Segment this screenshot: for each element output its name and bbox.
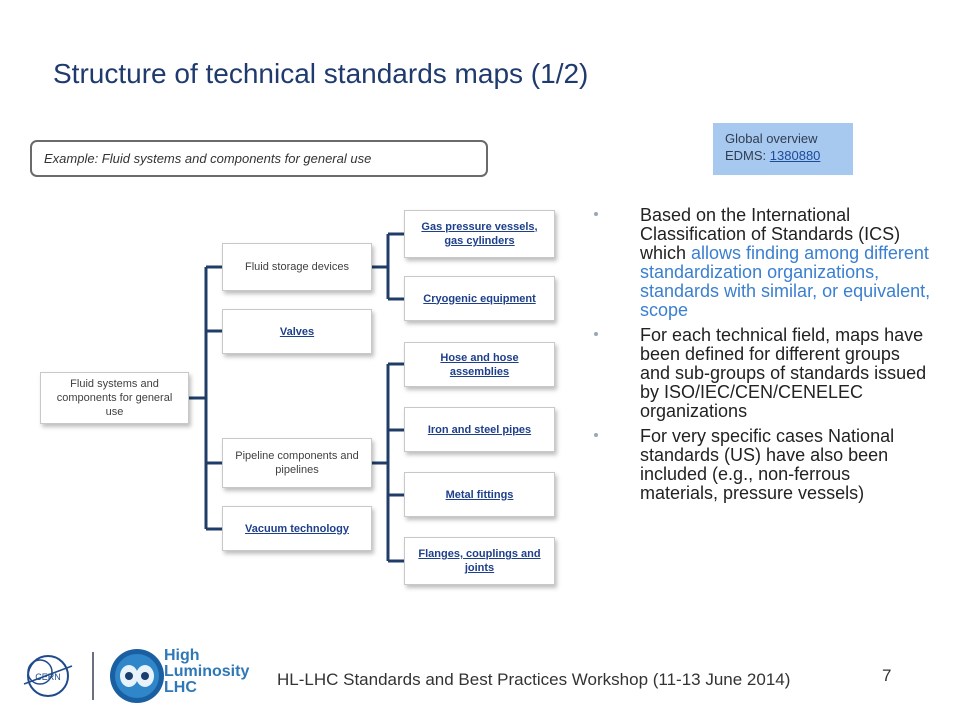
hl-lhc-wordmark: [164, 648, 249, 696]
bullet-list: [592, 206, 932, 509]
bullet-national: [592, 427, 932, 503]
hl-lhc-logo: [106, 646, 168, 706]
slide-title: Structure of technical standards maps (1/2): [53, 58, 589, 89]
bullet-dot: [594, 212, 598, 216]
edms-link[interactable]: 1380880: [769, 148, 821, 163]
page-number: 7: [882, 666, 892, 685]
hl-word-luminosity: Luminosity: [164, 663, 250, 680]
footer-divider: [92, 652, 94, 700]
tree-node-gas-pressure[interactable]: Gas pressure vessels, gas cylinders: [404, 210, 555, 258]
tree-node-valves[interactable]: Valves: [222, 309, 372, 354]
tree-node-hose[interactable]: Hose and hose assemblies: [404, 342, 555, 387]
tree-node-pipeline: Pipeline components and pipelines: [222, 438, 372, 488]
hl-word-lhc: LHC: [164, 679, 197, 696]
tree-node-cryogenic[interactable]: Cryogenic equipment: [404, 276, 555, 321]
hl-word-high: High: [164, 647, 200, 664]
footer-workshop-title: HL-LHC Standards and Best Practices Workshop (11-13 June 2014): [277, 670, 791, 689]
bullet-maps: [592, 326, 932, 421]
tree-node-iron-steel[interactable]: Iron and steel pipes: [404, 407, 555, 452]
bullet-maps-text: For each technical field, maps have been defined for different groups and sub-groups of standards issued by ISO/IEC/CEN/CENELEC organizations: [640, 325, 927, 421]
tree-node-vacuum[interactable]: Vacuum technology: [222, 506, 372, 551]
tree-root: Fluid systems and components for general use: [40, 372, 189, 424]
bullet-national-text: For very specific cases National standards (US) have also been included (e.g., non-ferrous materials, pressure vessels): [640, 426, 895, 503]
tree-node-fluid-storage: Fluid storage devices: [222, 243, 372, 291]
overview-title: Global overview: [725, 131, 818, 146]
bullet-dot: [594, 332, 598, 336]
bullet-dot: [594, 433, 598, 437]
bullet-ics: [592, 206, 932, 320]
tree-node-flanges[interactable]: Flanges, couplings and joints: [404, 537, 555, 585]
bullet-ics-text: Based on the International Classification of Standards (ICS) which: [640, 205, 901, 263]
tree-node-metal-fittings[interactable]: Metal fittings: [404, 472, 555, 517]
cern-logo: [20, 652, 76, 700]
bullet-ics-highlight: allows finding among different standardization organizations, standards with similar, or equivalent, scope: [640, 243, 931, 320]
edms-prefix: EDMS:: [725, 148, 770, 163]
example-label: Example: Fluid systems and components for general use: [44, 151, 372, 166]
cern-logo-text: CERN: [35, 672, 61, 682]
